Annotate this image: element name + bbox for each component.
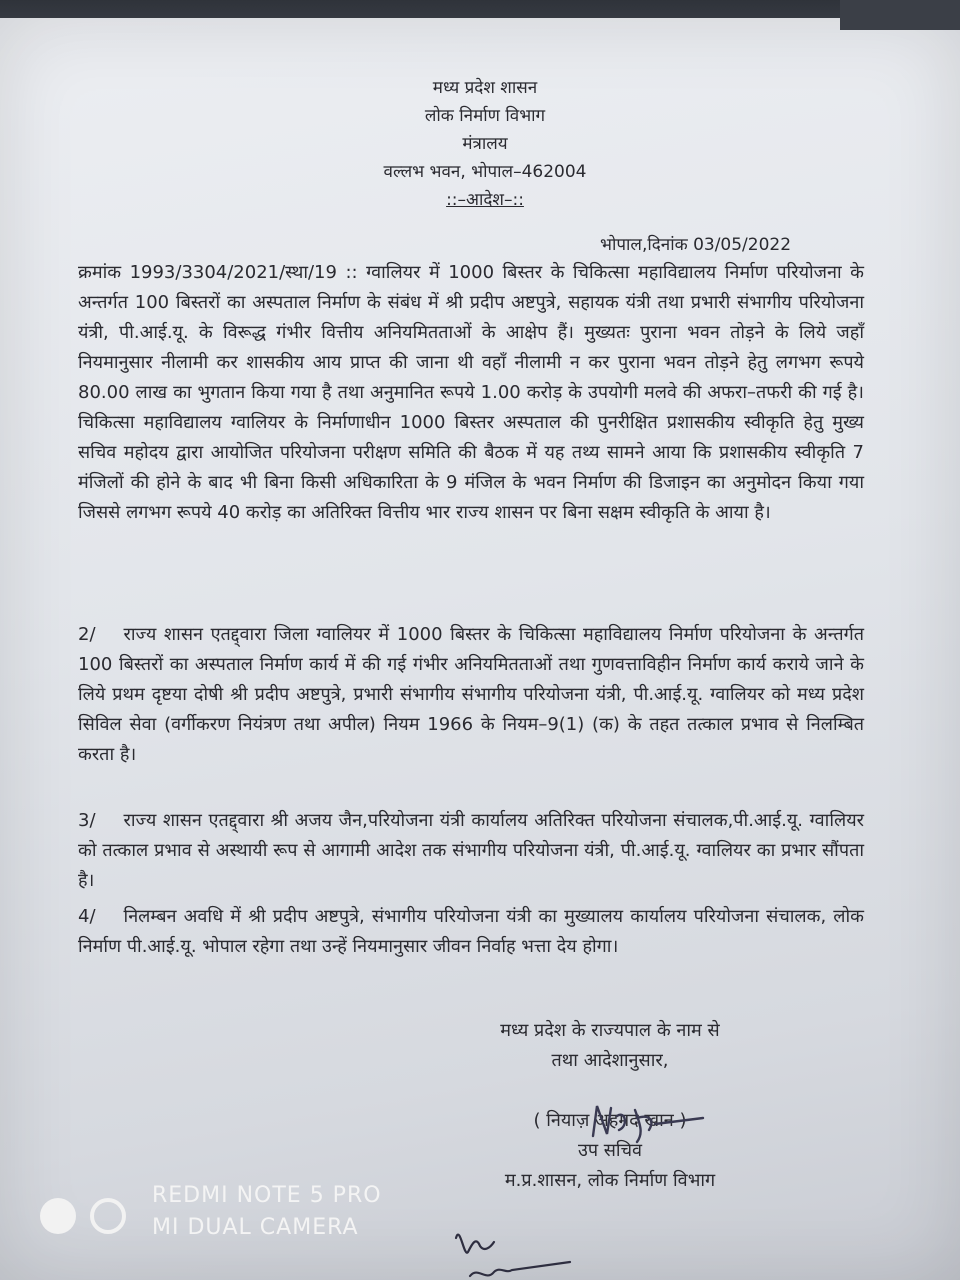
header-government: मध्य प्रदेश शासन — [432, 78, 538, 98]
letterhead — [300, 74, 670, 214]
signatory-department: म.प्र.शासन, लोक निर्माण विभाग — [504, 1170, 716, 1191]
camera-dot-filled-icon — [40, 1198, 76, 1234]
paragraph-2-text: राज्य शासन एतद्द्वारा जिला ग्वालियर में 1000 बिस्तर के चिकित्सा महाविद्यालय निर्माण परियोजना के अन्तर्गत 100 बिस्तरों का अस्पताल निर्माण कार्य में की गई गंभीर अनियमितताओं तथा गुणवत्ताविहीन निर्माण कार्य कराये जाने के लिये प्रथम दृष्टया दोषी श्री प्रदीप अष्टपुत्रे, प्रभारी संभागीय संभागीय परियोजना यंत्री, पी.आई.यू. ग्वालियर को मध्य प्रदेश सिविल सेवा (वर्गीकरण नियंत्रण तथा अपील) नियम 1966 के नियम–9(1) (क) के तहत तत्काल प्रभाव से निलम्बित करता है। — [78, 624, 864, 765]
paragraph-3 — [78, 806, 864, 896]
handwritten-signature — [585, 1096, 705, 1146]
watermark-camera: MI DUAL CAMERA — [152, 1215, 359, 1240]
header-ministry: मंत्रालय — [462, 134, 508, 154]
camera-logo-icon — [40, 1198, 132, 1238]
paragraph-4-number: 4/ — [78, 906, 96, 927]
order-title: ::–आदेश–:: — [446, 190, 524, 210]
paragraph-2 — [78, 620, 864, 770]
paragraph-2-number: 2/ — [78, 624, 96, 645]
signatory-name: ( नियाज़ अहमद खान ) — [533, 1110, 687, 1131]
background-edge — [840, 0, 960, 30]
camera-watermark — [40, 1180, 400, 1250]
date-line: भोपाल,दिनांक 03/05/2022 — [600, 235, 792, 255]
handwritten-initials — [450, 1218, 580, 1280]
paragraph-3-text: राज्य शासन एतद्द्वारा श्री अजय जैन,परियोजना यंत्री कार्यालय अतिरिक्त परियोजना संचालक,पी.आई.यू. ग्वालियर को तत्काल प्रभाव से अस्थायी रूप से आगामी आदेश तक संभागीय परियोजना यंत्री, पी.आई.यू. ग्वालियर का प्रभार सौंपता है। — [78, 810, 864, 891]
paper-sheet — [0, 18, 960, 1280]
watermark-model: REDMI NOTE 5 PRO — [152, 1183, 382, 1208]
signature-authority-line: मध्य प्रदेश के राज्यपाल के नाम से — [500, 1020, 720, 1041]
paragraph-1 — [78, 258, 864, 528]
paragraph-1-text: क्रमांक 1993/3304/2021/स्था/19 :: ग्वालियर में 1000 बिस्तर के चिकित्सा महाविद्यालय निर्माण परियोजना के अन्तर्गत 100 बिस्तरों का अस्पताल निर्माण के संबंध में श्री प्रदीप अष्टपुत्रे, सहायक यंत्री तथा प्रभारी संभागीय परियोजना यंत्री, पी.आई.यू. के विरूद्ध गंभीर वित्तीय अनियमितताओं के आक्षेप हैं। मुख्यतः पुराना भवन तोड़ने के लिये जहाँ नियमानुसार नीलामी कर शासकीय आय प्राप्त की जाना थी वहाँ नीलामी न कर पुराना भवन तोड़ने हेतु लगभग रूपये 80.00 लाख का भुगतान किया गया है तथा अनुमानित रूपये 1.00 करोड़ के उपयोगी मलवे की अफरा–तफरी की गई है। चिकित्सा महाविद्यालय ग्वालियर के निर्माणाधीन 1000 बिस्तर अस्पताल की पुनरीक्षित प्रशासकीय स्वीकृति हेतु मुख्य सचिव महोदय द्वारा आयोजित परियोजना परीक्षण समिति की बैठक में यह तथ्य सामने आया कि प्रशासकीय स्वीकृति 7 मंजिलों की होने के बाद भी बिना किसी अधिकारिता के 9 मंजिल के भवन निर्माण की डिजाइन का अनुमोदन किया गया जिससे लगभग रूपये 40 करोड़ का अतिरिक्त वित्तीय भार राज्य शासन पर बिना सक्षम स्वीकृति के आया है। — [78, 262, 864, 523]
paragraph-4 — [78, 902, 864, 962]
camera-dot-ring-icon — [90, 1198, 126, 1234]
paragraph-3-number: 3/ — [78, 810, 96, 831]
header-address: वल्लभ भवन, भोपाल–462004 — [383, 162, 587, 182]
signature-order-line: तथा आदेशानुसार, — [551, 1050, 669, 1071]
signatory-designation: उप सचिव — [577, 1140, 643, 1161]
header-department: लोक निर्माण विभाग — [424, 106, 546, 126]
paragraph-4-text: निलम्बन अवधि में श्री प्रदीप अष्टपुत्रे, संभागीय परियोजना यंत्री का मुख्यालय कार्यालय परियोजना संचालक, लोक निर्माण पी.आई.यू. भोपाल रहेगा तथा उन्हें नियमानुसार जीवन निर्वाह भत्ता देय होगा। — [78, 906, 864, 957]
